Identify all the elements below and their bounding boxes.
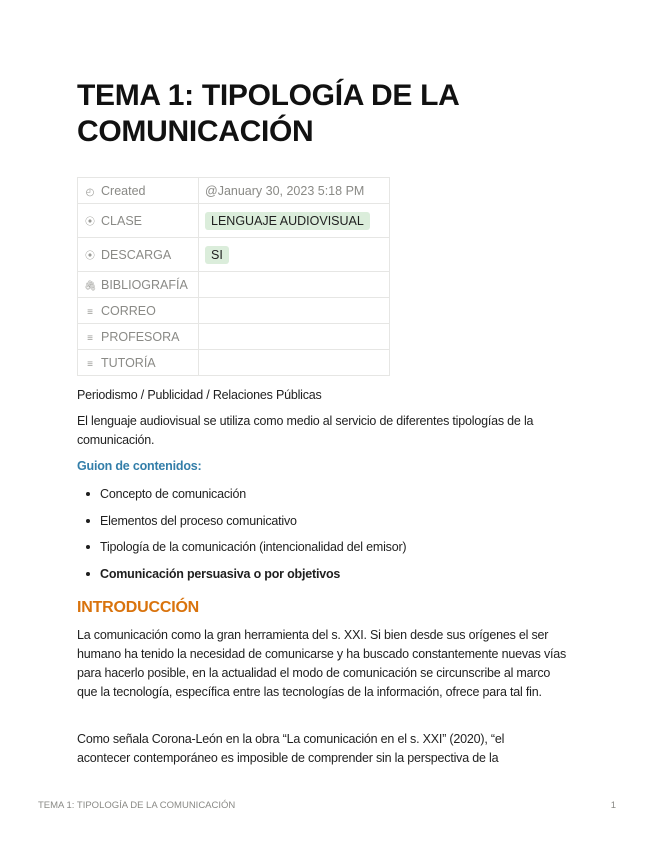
property-value-cell[interactable] — [199, 272, 390, 298]
subtitle-line: Periodismo / Publicidad / Relaciones Públicas — [77, 388, 322, 402]
property-row — [78, 324, 390, 350]
text-lines-icon: ≡ — [87, 332, 93, 344]
property-key: DESCARGA — [101, 248, 172, 262]
text-lines-icon: ≡ — [87, 358, 93, 370]
property-key: Created — [101, 183, 146, 198]
property-key-cell — [78, 178, 199, 204]
property-row — [78, 204, 390, 238]
list-item: Elementos del proceso comunicativo — [77, 511, 406, 538]
property-value: @January 30, 2023 5:18 PM — [205, 183, 365, 198]
property-key: CLASE — [101, 214, 142, 228]
page-number: 1 — [610, 800, 616, 811]
body-paragraph: La comunicación como la gran herramienta del s. XXI. Si bien desde sus orígenes el ser humano ha tenido la necesidad de comunicarse y ha buscado constantemente nuevas vías para hacerlo posible, en la actualidad el modo de comunicación se circunscribe al marco que la tecnología, específica entre las tecnologías de la información, ofrece para tal fin. — [77, 628, 567, 699]
property-value-cell[interactable] — [199, 178, 390, 204]
property-key-cell — [78, 324, 199, 350]
footer-title: TEMA 1: TIPOLOGÍA DE LA COMUNICACIÓN — [38, 800, 236, 811]
property-key-cell — [78, 272, 199, 298]
select-icon: ⦿ — [85, 217, 95, 228]
clock-icon: ◴ — [85, 186, 95, 198]
property-key: BIBLIOGRAFÍA — [101, 277, 188, 292]
properties-table — [77, 177, 390, 376]
body-paragraph: Como señala Corona-León en la obra “La comunicación en el s. XXI” (2020), “el acontecer contemporáneo es imposible de comprender sin la perspectiva de la — [77, 732, 505, 765]
intro-paragraph: El lenguaje audiovisual se utiliza como medio al servicio de diferentes tipologías de la comunicación. — [77, 414, 534, 447]
list-item: Comunicación persuasiva o por objetivos — [77, 564, 406, 591]
paperclip-icon: 🖇 — [84, 280, 97, 292]
property-row — [78, 238, 390, 272]
property-value-cell[interactable] — [199, 204, 390, 238]
page-title: TEMA 1: TIPOLOGÍA DE LA COMUNICACIÓN — [77, 79, 459, 148]
property-value-cell[interactable] — [199, 350, 390, 376]
property-key-cell — [78, 204, 199, 238]
property-tag: SI — [205, 246, 229, 264]
property-key-cell — [78, 238, 199, 272]
property-row — [78, 350, 390, 376]
property-key-cell — [78, 298, 199, 324]
property-value-cell[interactable] — [199, 298, 390, 324]
property-row — [78, 178, 390, 204]
property-row — [78, 272, 390, 298]
property-key: CORREO — [101, 303, 156, 318]
list-item: Concepto de comunicación — [77, 484, 406, 511]
property-key: TUTORÍA — [101, 355, 156, 370]
select-icon: ⦿ — [85, 251, 95, 262]
guion-list — [77, 484, 406, 591]
property-value-cell[interactable] — [199, 324, 390, 350]
property-key: PROFESORA — [101, 329, 180, 344]
property-row — [78, 298, 390, 324]
section-heading: INTRODUCCIÓN — [77, 599, 200, 616]
text-lines-icon: ≡ — [87, 306, 93, 318]
guion-heading: Guion de contenidos: — [77, 459, 202, 473]
property-tag: LENGUAJE AUDIOVISUAL — [205, 212, 370, 230]
list-item: Tipología de la comunicación (intencionalidad del emisor) — [77, 537, 406, 564]
property-value-cell[interactable] — [199, 238, 390, 272]
property-key-cell — [78, 350, 199, 376]
